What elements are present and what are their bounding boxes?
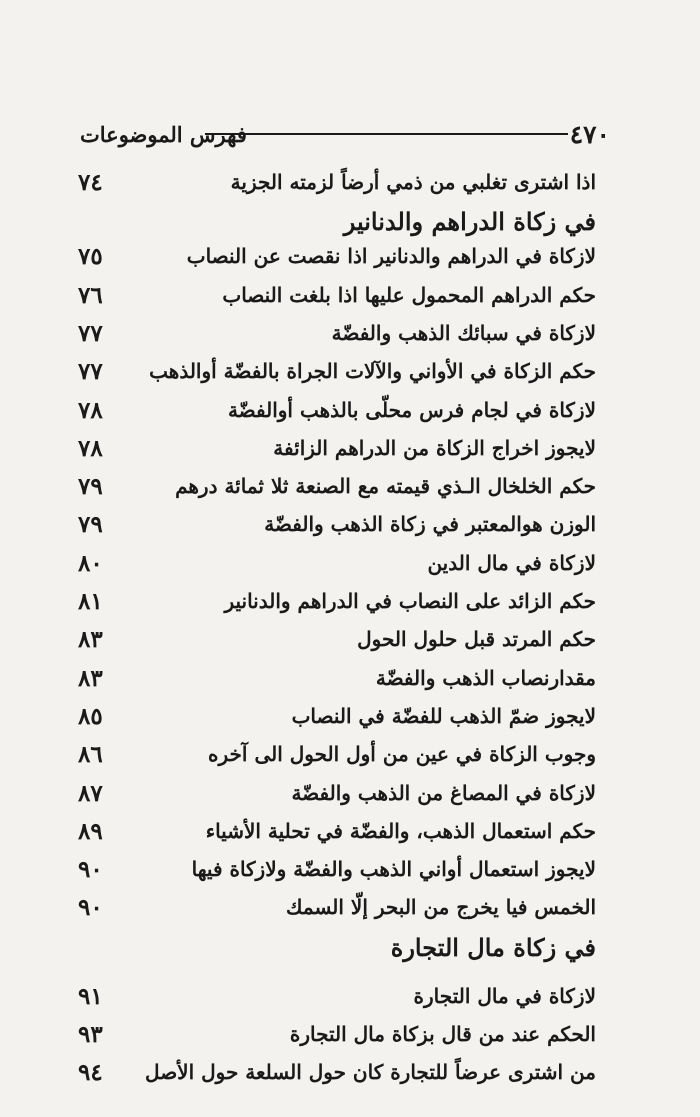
entry-page-number: ٨٥ [78,702,103,730]
entry-page-number: ٧٨ [78,396,103,424]
index-entry [78,586,596,620]
entry-page-number: ٨٠ [78,549,103,577]
entry-page-number: ٩١ [78,982,103,1010]
entry-title: من اشترى عرضاً للتجارة كان حول السلعة حول الأصل [145,1060,596,1085]
header-title: فهرس الموضوعات [80,122,247,147]
index-entry [78,509,596,543]
index-entry [78,356,596,390]
entry-page-number: ٧٧ [78,358,103,386]
entry-title: مقدارنصاب الذهب والفضّة [375,665,596,690]
entry-title: لازكاة في مال الدين [427,550,596,575]
entry-title: لازكاة في المصاغ من الذهب والفضّة [291,780,596,805]
entry-title: الحكم عند من قال بزكاة مال التجارة [289,1022,596,1046]
index-entry [78,433,596,467]
index-entry [78,167,596,201]
section-heading: في زكاة الدراهم والدنانير [343,207,596,237]
entry-page-number: ٧٦ [78,281,103,309]
entry-title: لازكاة في مال التجارة [413,983,596,1008]
index-entry [78,318,596,352]
header-rule [205,133,568,135]
entry-title: لايجوز ضمّ الذهب للفضّة في النصاب [291,703,596,728]
entry-page-number: ٧٨ [78,434,103,462]
entry-page-number: ٩٠ [78,856,103,884]
entry-title: حكم الخلخال الـذي قيمته مع الصنعة ثلا ثمائة درهم [175,474,596,499]
entry-page-number: ٨٣ [78,626,103,654]
entry-page-number: ٧٥ [78,243,103,271]
entry-page-number: ٩٠ [78,894,103,922]
entry-page-number: ٨٩ [78,817,103,845]
page-header [80,118,610,152]
entry-title: لازكاة في الدراهم والدنانير اذا نقصت عن النصاب [186,244,596,269]
entry-title: اذا اشترى تغلبي من ذمي أرضاً لزمته الجزية [230,170,596,194]
index-entry [78,548,596,582]
index-entry [78,816,596,850]
entry-title: حكم استعمال الذهب، والفضّة في تحلية الأشياء [205,818,596,843]
entry-title: حكم الدراهم المحمول عليها اذا بلغت النصاب [222,282,596,307]
index-entry [78,1019,596,1053]
index-entry [78,981,596,1015]
entry-page-number: ٧٩ [78,511,103,539]
index-entry [78,663,596,697]
entry-title: لايجوز اخراج الزكاة من الدراهم الزائفة [273,435,596,460]
index-entry [78,1057,596,1091]
index-entry [78,739,596,773]
index-entry [78,471,596,505]
index-entry [78,624,596,658]
section-heading: في زكاة مال التجارة [390,932,596,962]
entry-page-number: ٧٧ [78,319,103,347]
entry-page-number: ٧٤ [78,169,103,196]
entry-title: الخمس فيا يخرج من البحر إلّا السمك [286,895,596,920]
index-entry [78,701,596,735]
entry-page-number: ٨١ [78,588,103,615]
entry-title: الوزن هوالمعتبر في زكاة الذهب والفضّة [264,512,596,537]
entry-page-number: ٩٤ [78,1059,103,1087]
index-entry [78,280,596,314]
entry-title: حكم الزائد على النصاب في الدراهم والدنانير [224,589,596,613]
entry-page-number: ٨٧ [78,779,103,807]
entry-title: حكم الزكاة في الأواني والآلات الجراة بالفضّة أوالذهب [149,359,596,384]
entry-title: لازكاة في سبائك الذهب والفضّة [331,320,596,345]
index-entry [78,241,596,275]
index-entry [78,892,596,926]
entry-title: حكم المرتد قبل حلول الحول [357,627,596,652]
page-number: ٤٧٠ [569,120,610,149]
entry-page-number: ٩٣ [78,1021,103,1048]
entry-page-number: ٨٣ [78,664,103,692]
index-entry [78,854,596,888]
index-entry [78,395,596,429]
entry-title: وجوب الزكاة في عين من أول الحول الى آخره [208,742,596,767]
entry-page-number: ٧٩ [78,473,103,501]
index-entry [78,778,596,812]
entry-title: لازكاة في لجام فرس محلّى بالذهب أوالفضّة [227,397,596,422]
entry-title: لايجوز استعمال أواني الذهب والفضّة ولازكاة فيها [191,857,596,882]
entry-page-number: ٨٦ [78,741,103,769]
